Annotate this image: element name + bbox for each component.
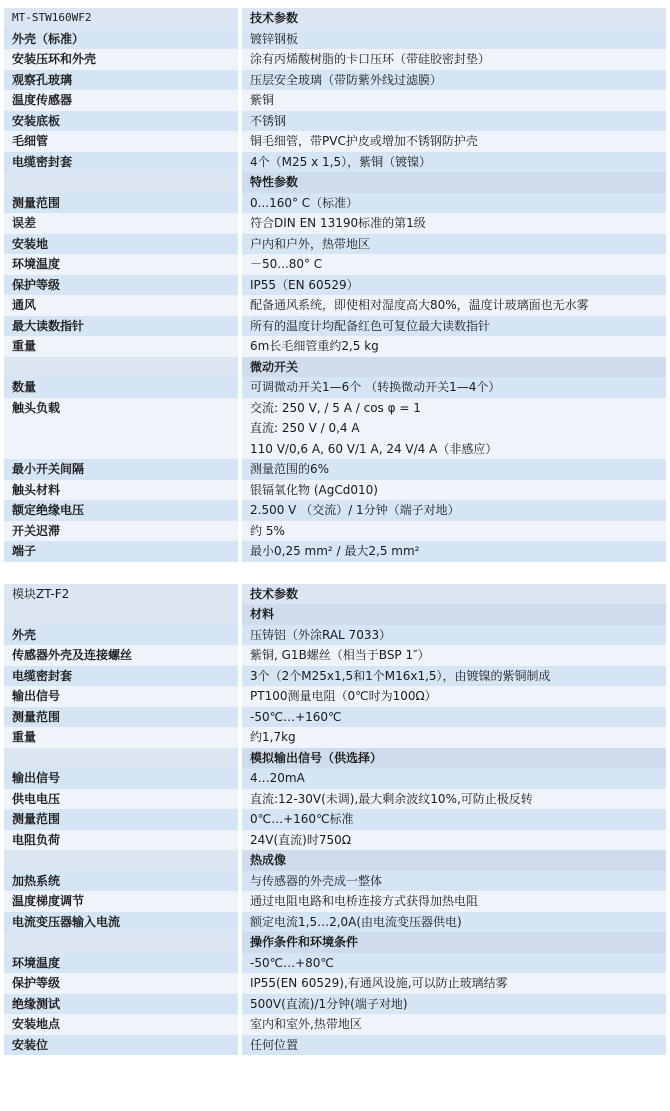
table-row xyxy=(4,768,666,789)
section-row xyxy=(4,850,666,871)
row-value: 6m长毛细管重约2,5 kg xyxy=(240,336,666,357)
table-row xyxy=(4,789,666,810)
table-row xyxy=(4,336,666,357)
row-key: 毛细管 xyxy=(4,131,240,152)
row-value: 不锈钢 xyxy=(240,111,666,132)
row-key: 安装位 xyxy=(4,1035,240,1056)
table-row xyxy=(4,912,666,933)
row-value: 交流: 250 V, / 5 A / cos φ = 1 xyxy=(240,398,666,419)
section-title: 特性参数 xyxy=(240,172,666,193)
row-key: 输出信号 xyxy=(4,686,240,707)
row-value: 110 V/0,6 A, 60 V/1 A, 24 V/4 A（非感应） xyxy=(240,439,666,460)
section-row xyxy=(4,748,666,769)
row-key: 触头负载 xyxy=(4,398,240,419)
section-title: 模拟输出信号（供选择） xyxy=(240,748,666,769)
section-title: 操作条件和环境条件 xyxy=(240,932,666,953)
table-row xyxy=(4,994,666,1015)
table-row xyxy=(4,316,666,337)
row-value: 镀锌钢板 xyxy=(240,29,666,50)
table-row xyxy=(4,625,666,646)
table-row xyxy=(4,234,666,255)
table-row xyxy=(4,131,666,152)
row-value: 直流: 250 V / 0,4 A xyxy=(240,418,666,439)
row-key xyxy=(4,439,240,460)
row-key: 传感器外壳及连接螺丝 xyxy=(4,645,240,666)
row-value: 与传感器的外壳成一整体 xyxy=(240,871,666,892)
row-key: 开关迟滞 xyxy=(4,521,240,542)
row-key: 测量范围 xyxy=(4,809,240,830)
table-row xyxy=(4,645,666,666)
row-key: 环境温度 xyxy=(4,953,240,974)
row-value: －50...80° C xyxy=(240,254,666,275)
row-value: 最小0,25 mm² / 最大2,5 mm² xyxy=(240,541,666,562)
row-value: 室内和室外,热带地区 xyxy=(240,1014,666,1035)
table-header-row xyxy=(4,584,666,605)
row-key: 电缆密封套 xyxy=(4,666,240,687)
row-value: 任何位置 xyxy=(240,1035,666,1056)
row-key: 输出信号 xyxy=(4,768,240,789)
row-key: 最小开关间隔 xyxy=(4,459,240,480)
section-row xyxy=(4,357,666,378)
row-value: 铜毛细管，带PVC护皮或增加不锈钢防护壳 xyxy=(240,131,666,152)
section-title: 材料 xyxy=(240,604,666,625)
row-key: 电缆密封套 xyxy=(4,152,240,173)
table-row xyxy=(4,666,666,687)
row-key: 温度梯度调节 xyxy=(4,891,240,912)
spec-table-2 xyxy=(4,584,666,1056)
header-label: 技术参数 xyxy=(240,8,666,29)
row-value: 通过电阻电路和电桥连接方式获得加热电阻 xyxy=(240,891,666,912)
row-key: 重量 xyxy=(4,727,240,748)
row-key: 电阻负荷 xyxy=(4,830,240,851)
terminal-row xyxy=(4,541,666,562)
row-key: 环境温度 xyxy=(4,254,240,275)
row-key: 最大读数指针 xyxy=(4,316,240,337)
row-key: 通风 xyxy=(4,295,240,316)
table-row xyxy=(4,152,666,173)
section-spacer xyxy=(4,172,240,193)
row-key: 重量 xyxy=(4,336,240,357)
table-row xyxy=(4,830,666,851)
row-value: -50℃…+160℃ xyxy=(240,707,666,728)
model-label: 模块ZT-F2 xyxy=(4,584,240,605)
row-value: 0...160° C（标准） xyxy=(240,193,666,214)
contact-load-row xyxy=(4,398,666,419)
table-row xyxy=(4,254,666,275)
table-row xyxy=(4,90,666,111)
row-key: 加热系统 xyxy=(4,871,240,892)
row-value: 压铸铝（外涂RAL 7033） xyxy=(240,625,666,646)
table-row xyxy=(4,29,666,50)
table-row xyxy=(4,953,666,974)
row-key: 测量范围 xyxy=(4,193,240,214)
spec-table-1 xyxy=(4,8,666,562)
row-value: 所有的温度计均配备红色可复位最大读数指针 xyxy=(240,316,666,337)
section-row xyxy=(4,172,666,193)
section-title: 热成像 xyxy=(240,850,666,871)
table-row xyxy=(4,1035,666,1056)
row-value: 涂有丙烯酸树脂的卡口压环（带硅胶密封垫） xyxy=(240,49,666,70)
table-row xyxy=(4,480,666,501)
row-value: 直流:12-30V(未调),最大剩余波纹10%,可防止极反转 xyxy=(240,789,666,810)
table-row xyxy=(4,70,666,91)
table-row xyxy=(4,1014,666,1035)
row-key: 温度传感器 xyxy=(4,90,240,111)
table-row xyxy=(4,707,666,728)
row-value: 测量范围的6% xyxy=(240,459,666,480)
row-value: 0℃…+160℃标准 xyxy=(240,809,666,830)
row-key: 绝缘测试 xyxy=(4,994,240,1015)
row-value: 银镉氧化物 (AgCd010) xyxy=(240,480,666,501)
row-key: 观察孔玻璃 xyxy=(4,70,240,91)
table-row xyxy=(4,213,666,234)
model-label: MT-STW160WF2 xyxy=(4,8,240,29)
row-key: 触头材料 xyxy=(4,480,240,501)
row-value: IP55（EN 60529） xyxy=(240,275,666,296)
row-value: 24V(直流)时750Ω xyxy=(240,830,666,851)
row-key xyxy=(4,418,240,439)
row-key: 误差 xyxy=(4,213,240,234)
row-key: 数量 xyxy=(4,377,240,398)
table-row xyxy=(4,275,666,296)
section-spacer xyxy=(4,604,240,625)
table-row xyxy=(4,111,666,132)
table-row xyxy=(4,809,666,830)
table-row xyxy=(4,686,666,707)
table-row xyxy=(4,891,666,912)
table-row xyxy=(4,727,666,748)
row-value: 4个（M25 x 1,5），紫铜（镀镍） xyxy=(240,152,666,173)
row-key: 测量范围 xyxy=(4,707,240,728)
table-header-row xyxy=(4,8,666,29)
row-value: -50℃…+80℃ xyxy=(240,953,666,974)
section-row xyxy=(4,604,666,625)
row-value: 符合DIN EN 13190标准的第1级 xyxy=(240,213,666,234)
contact-load-row xyxy=(4,439,666,460)
row-key: 外壳（标准） xyxy=(4,29,240,50)
section-spacer xyxy=(4,357,240,378)
row-value: 500V(直流)/1分钟(端子对地) xyxy=(240,994,666,1015)
row-key: 外壳 xyxy=(4,625,240,646)
row-value: 2.500 V （交流）/ 1分钟（端子对地） xyxy=(240,500,666,521)
row-value: 额定电流1,5…2,0A(由电流变压器供电) xyxy=(240,912,666,933)
table-row xyxy=(4,377,666,398)
table-row xyxy=(4,973,666,994)
row-value: 紫铜 xyxy=(240,90,666,111)
row-value: 3个（2个M25x1,5和1个M16x1,5），由镀镍的紫铜制成 xyxy=(240,666,666,687)
row-key: 安装压环和外壳 xyxy=(4,49,240,70)
row-value: 4…20mA xyxy=(240,768,666,789)
row-key: 安装地点 xyxy=(4,1014,240,1035)
row-key: 安装地 xyxy=(4,234,240,255)
row-value: 约 5% xyxy=(240,521,666,542)
row-key: 电流变压器输入电流 xyxy=(4,912,240,933)
row-key: 额定绝缘电压 xyxy=(4,500,240,521)
row-value: 配备通风系统，即使相对湿度高大80%，温度计玻璃面也无水雾 xyxy=(240,295,666,316)
row-key: 供电电压 xyxy=(4,789,240,810)
header-label: 技术参数 xyxy=(240,584,666,605)
section-spacer xyxy=(4,850,240,871)
table-row xyxy=(4,295,666,316)
table-gap xyxy=(0,562,670,584)
table-row xyxy=(4,871,666,892)
table-row xyxy=(4,193,666,214)
table-row xyxy=(4,49,666,70)
table-row xyxy=(4,500,666,521)
contact-load-row xyxy=(4,418,666,439)
row-value: 压层安全玻璃（带防紫外线过滤膜） xyxy=(240,70,666,91)
row-key: 端子 xyxy=(4,541,240,562)
row-key: 安装底板 xyxy=(4,111,240,132)
section-title: 微动开关 xyxy=(240,357,666,378)
section-row xyxy=(4,932,666,953)
row-value: 紫铜, G1B螺丝（相当于BSP 1″） xyxy=(240,645,666,666)
section-spacer xyxy=(4,932,240,953)
table-row xyxy=(4,521,666,542)
row-key: 保护等级 xyxy=(4,973,240,994)
row-value: PT100测量电阻（0℃时为100Ω） xyxy=(240,686,666,707)
table-row xyxy=(4,459,666,480)
row-value: 可调微动开关1—6个 （转换微动开关1—4个） xyxy=(240,377,666,398)
row-value: IP55(EN 60529),有通风设施,可以防止玻璃结雾 xyxy=(240,973,666,994)
row-value: 约1,7kg xyxy=(240,727,666,748)
section-spacer xyxy=(4,748,240,769)
row-value: 户内和户外，热带地区 xyxy=(240,234,666,255)
row-key: 保护等级 xyxy=(4,275,240,296)
